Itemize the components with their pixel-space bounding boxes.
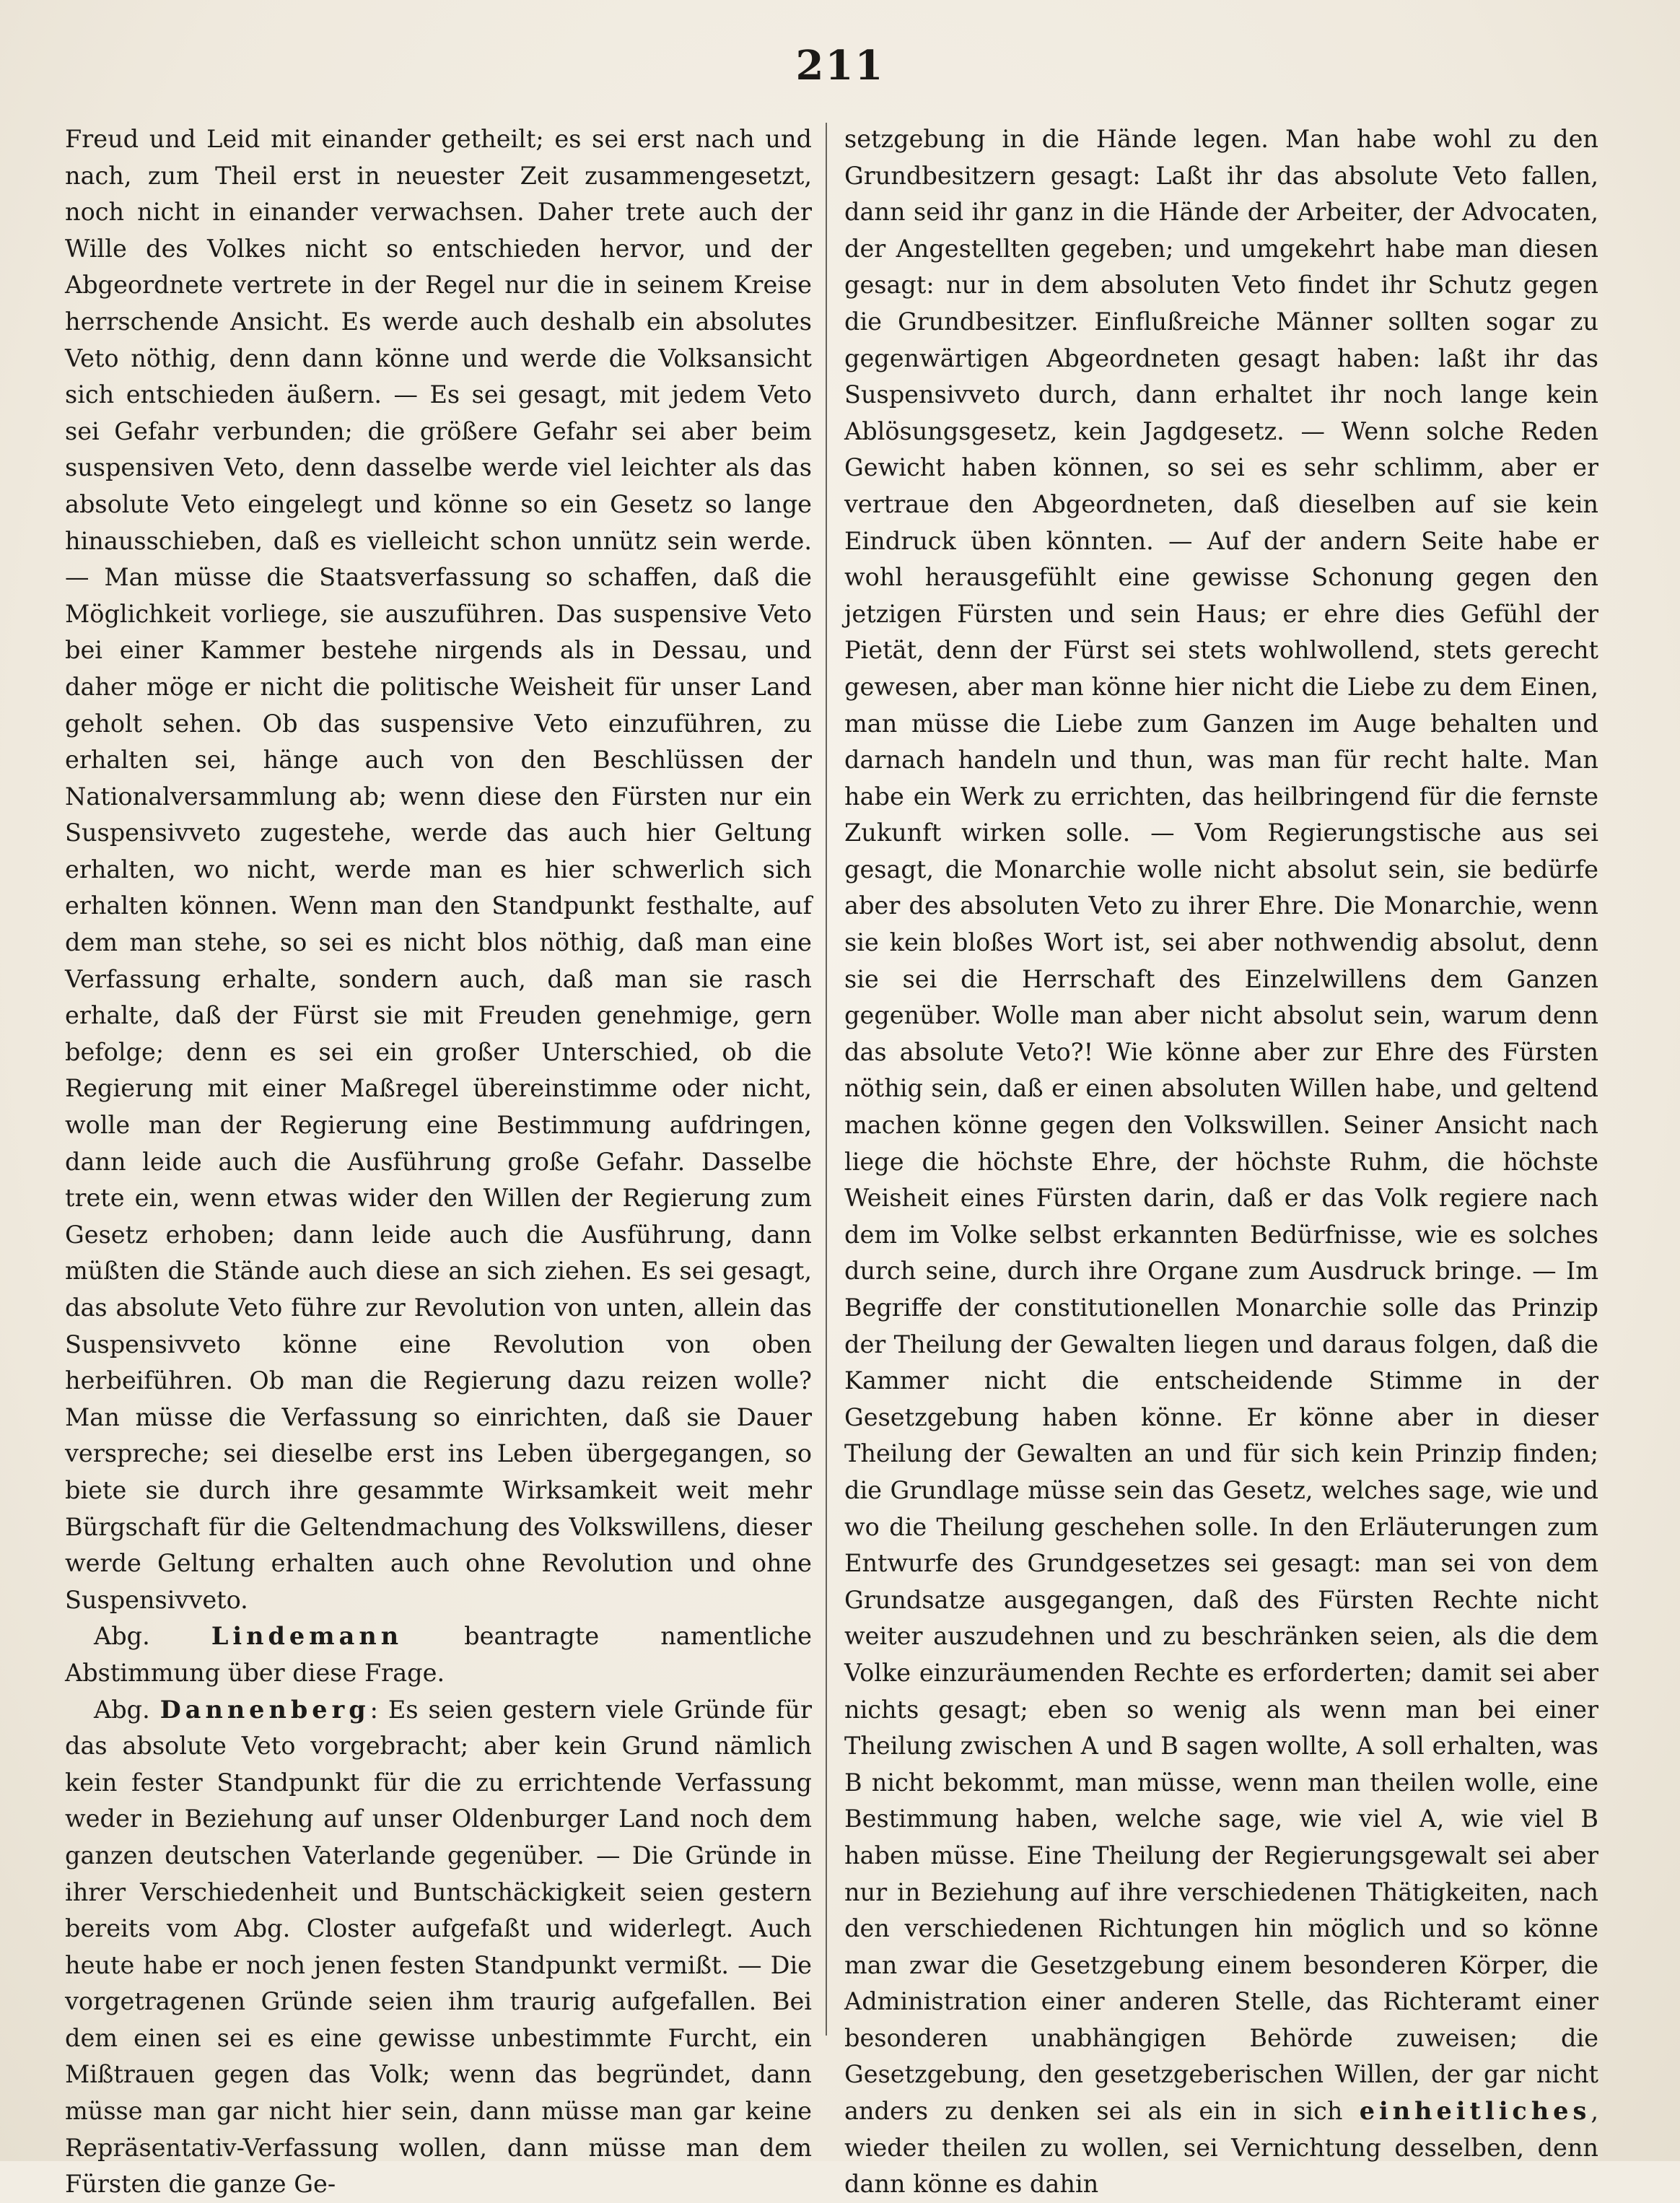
column-divider [826, 123, 827, 2036]
paragraph [65, 1618, 812, 1691]
speaker-name: Dannenberg [159, 1695, 370, 1724]
speaker-prefix: Abg. [94, 1695, 150, 1724]
left-column [65, 121, 812, 2203]
right-column [844, 121, 1598, 2203]
speaker-name: Lindemann [211, 1622, 403, 1651]
paragraph-text: : Es seien gestern viele Gründe für das absolute Veto vorgebracht; aber kein Grund nämlich kein fester Standpunkt für die zu errichtende Verfassung weder in Beziehung auf unser Oldenburger Land noch dem ganzen deutschen Vaterlande gegenüber. — Die Gründe in ihrer Verschiedenheit und Buntschäckigkeit seien gestern bereits vom Abg. Closter aufgefaßt und widerlegt. Auch heute habe er noch jenen festen Standpunkt vermißt. — Die vorgetragenen Gründe seien ihm traurig aufgefallen. Bei dem einen sei es eine gewisse unbestimmte Furcht, ein Mißtrauen gegen das Volk; wenn das begründet, dann müsse man gar nicht hier sein, dann müsse man gar keine Repräsentativ-Verfassung wollen, dann müsse man dem Fürsten die ganze Ge- [65, 1695, 813, 2199]
paragraph-text: , wieder theilen zu wollen, sei Vernichtung desselben, denn dann könne es dahin [844, 2097, 1599, 2199]
paragraph [65, 1692, 812, 2203]
paragraph-text: beantragte namentliche Abstimmung über diese Frage. [65, 1622, 812, 1687]
paragraph: Freud und Leid mit einander getheilt; es sei erst nach und nach, zum Theil erst in neuester Zeit zusammengesetzt, noch nicht in einander verwachsen. Daher trete auch der Wille des Volkes nicht so entschieden hervor, und der Abgeordnete vertrete in der Regel nur die in seinem Kreise herrschende Ansicht. Es werde auch deshalb ein absolutes Veto nöthig, denn dann könne und werde die Volksansicht sich entschieden äußern. — Es sei gesagt, mit jedem Veto sei Gefahr verbunden; die größere Gefahr sei aber beim suspensiven Veto, denn dasselbe werde viel leichter als das absolute Veto eingelegt und könne so ein Gesetz so lange hinausschieben, daß es vielleicht schon unnütz sein werde. — Man müsse die Staatsverfassung so schaffen, daß die Möglichkeit vorliege, sie auszuführen. Das suspensive Veto bei einer Kammer bestehe nirgends als in Dessau, und daher möge er nicht die politische Weisheit für unser Land geholt sehen. Ob das suspensive Veto einzuführen, zu erhalten sei, hänge auch von den Beschlüssen der Nationalversammlung ab; wenn diese den Fürsten nur ein Suspensivveto zugestehe, werde das auch hier Geltung erhalten, wo nicht, werde man es hier schwerlich sich erhalten können. Wenn man den Standpunkt festhalte, auf dem man stehe, so sei es nicht blos nöthig, daß man eine Verfassung erhalte, sondern auch, daß man sie rasch erhalte, daß der Fürst sie mit Freuden genehmige, gern befolge; denn es sei ein großer Unterschied, ob die Regierung mit einer Maßregel übereinstimme oder nicht, wolle man der Regierung eine Bestimmung aufdringen, dann leide auch die Ausführung große Gefahr. Dasselbe trete ein, wenn etwas wider den Willen der Regierung zum Gesetz erhoben; dann leide auch die Ausführung, dann müßten die Stände auch diese an sich ziehen. Es sei gesagt, das absolute Veto führe zur Revolution von unten, allein das Suspensivveto könne eine Revolution von oben herbeiführen. Ob man die Regierung dazu reizen wolle? Man müsse die Verfassung so einrichten, daß sie Dauer verspreche; sei dieselbe erst ins Leben übergegangen, so biete sie durch ihre gesammte Wirksamkeit weit mehr Bürgschaft für die Geltendmachung des Volkswillens, dieser werde Geltung erhalten auch ohne Revolution und ohne Suspensivveto. [65, 125, 812, 1614]
emphasized-word: einheitliches [1359, 2097, 1591, 2126]
paragraph-text: setzgebung in die Hände legen. Man habe wohl zu den Grundbesitzern gesagt: Laßt ihr das absolute Veto fallen, dann seid ihr ganz in die Hände der Arbeiter, der Advocaten, der Angestellten gegeben; und umgekehrt habe man diesen gesagt: nur in dem absoluten Veto findet ihr Schutz gegen die Grundbesitzer. Einflußreiche Männer sollten sogar zu gegenwärtigen Abgeordneten gesagt haben: laßt ihr das Suspensivveto durch, dann erhaltet ihr noch lange kein Ablösungsgesetz, kein Jagdgesetz. — Wenn solche Reden Gewicht haben können, so sei es sehr schlimm, aber er vertraue den Abgeordneten, daß dieselben auf sie kein Eindruck üben könnten. — Auf der andern Seite habe er wohl herausgefühlt eine gewisse Schonung gegen den jetzigen Fürsten und sein Haus; er ehre dies Gefühl der Pietät, denn der Fürst sei stets wohlwollend, stets gerecht gewesen, aber man könne hier nicht die Liebe zu dem Einen, man müsse die Liebe zum Ganzen im Auge behalten und darnach handeln und thun, was man für recht halte. Man habe ein Werk zu errichten, das heilbringend für die fernste Zukunft wirken solle. — Vom Regierungstische aus sei gesagt, die Monarchie wolle nicht absolut sein, sie bedürfe aber des absoluten Veto zu ihrer Ehre. Die Monarchie, wenn sie kein bloßes Wort ist, sei aber nothwendig absolut, denn sie sei die Herrschaft des Einzelwillens dem Ganzen gegenüber. Wolle man aber nicht absolut sein, warum denn das absolute Veto?! Wie könne aber zur Ehre des Fürsten nöthig sein, daß er einen absoluten Willen habe, und geltend machen könne gegen den Volkswillen. Seiner Ansicht nach liege die höchste Ehre, der höchste Ruhm, die höchste Weisheit eines Fürsten darin, daß er das Volk regiere nach dem im Volke selbst erkannten Bedürfnisse, wie es solches durch seine, durch ihre Organe zum Ausdruck bringe. — Im Begriffe der constitutionellen Monarchie solle das Prinzip der Theilung der Gewalten liegen und daraus folgen, daß die Kammer nicht die entscheidende Stimme in der Gesetzgebung haben könne. Er könne aber in dieser Theilung der Gewalten an und für sich kein Prinzip finden; die Grundlage müsse sein das Gesetz, welches sage, wie und wo die Theilung geschehen solle. In den Erläuterungen zum Entwurfe des Grundgesetzes sei gesagt: man sei von dem Grundsatze ausgegangen, daß des Fürsten Rechte nicht weiter auszudehnen und zu beschränken seien, als die dem Volke einzuräumenden Rechte es erforderten; damit sei aber nichts gesagt; eben so wenig als wenn man bei einer Theilung zwischen A und B sagen wollte, A soll erhalten, was B nicht bekommt, man müsse, wenn man theilen wolle, eine Bestimmung haben, welche sage, wie viel A, wie viel B haben müsse. Eine Theilung der Regierungsgewalt sei aber nur in Beziehung auf ihre verschiedenen Thätigkeiten, nach den verschiedenen Richtungen hin möglich und so könne man zwar die Gesetzgebung einem besonderen Körper, die Administration einer anderen Stelle, das Richteramt einer besonderen unabhängigen Behörde zuweisen; die Gesetzgebung, den gesetzgeberischen Willen, der gar nicht anders zu denken sei als ein in sich [844, 125, 1598, 2126]
page-number: 211 [795, 42, 885, 90]
speaker-prefix: Abg. [94, 1622, 150, 1651]
paragraph [844, 121, 1598, 2203]
